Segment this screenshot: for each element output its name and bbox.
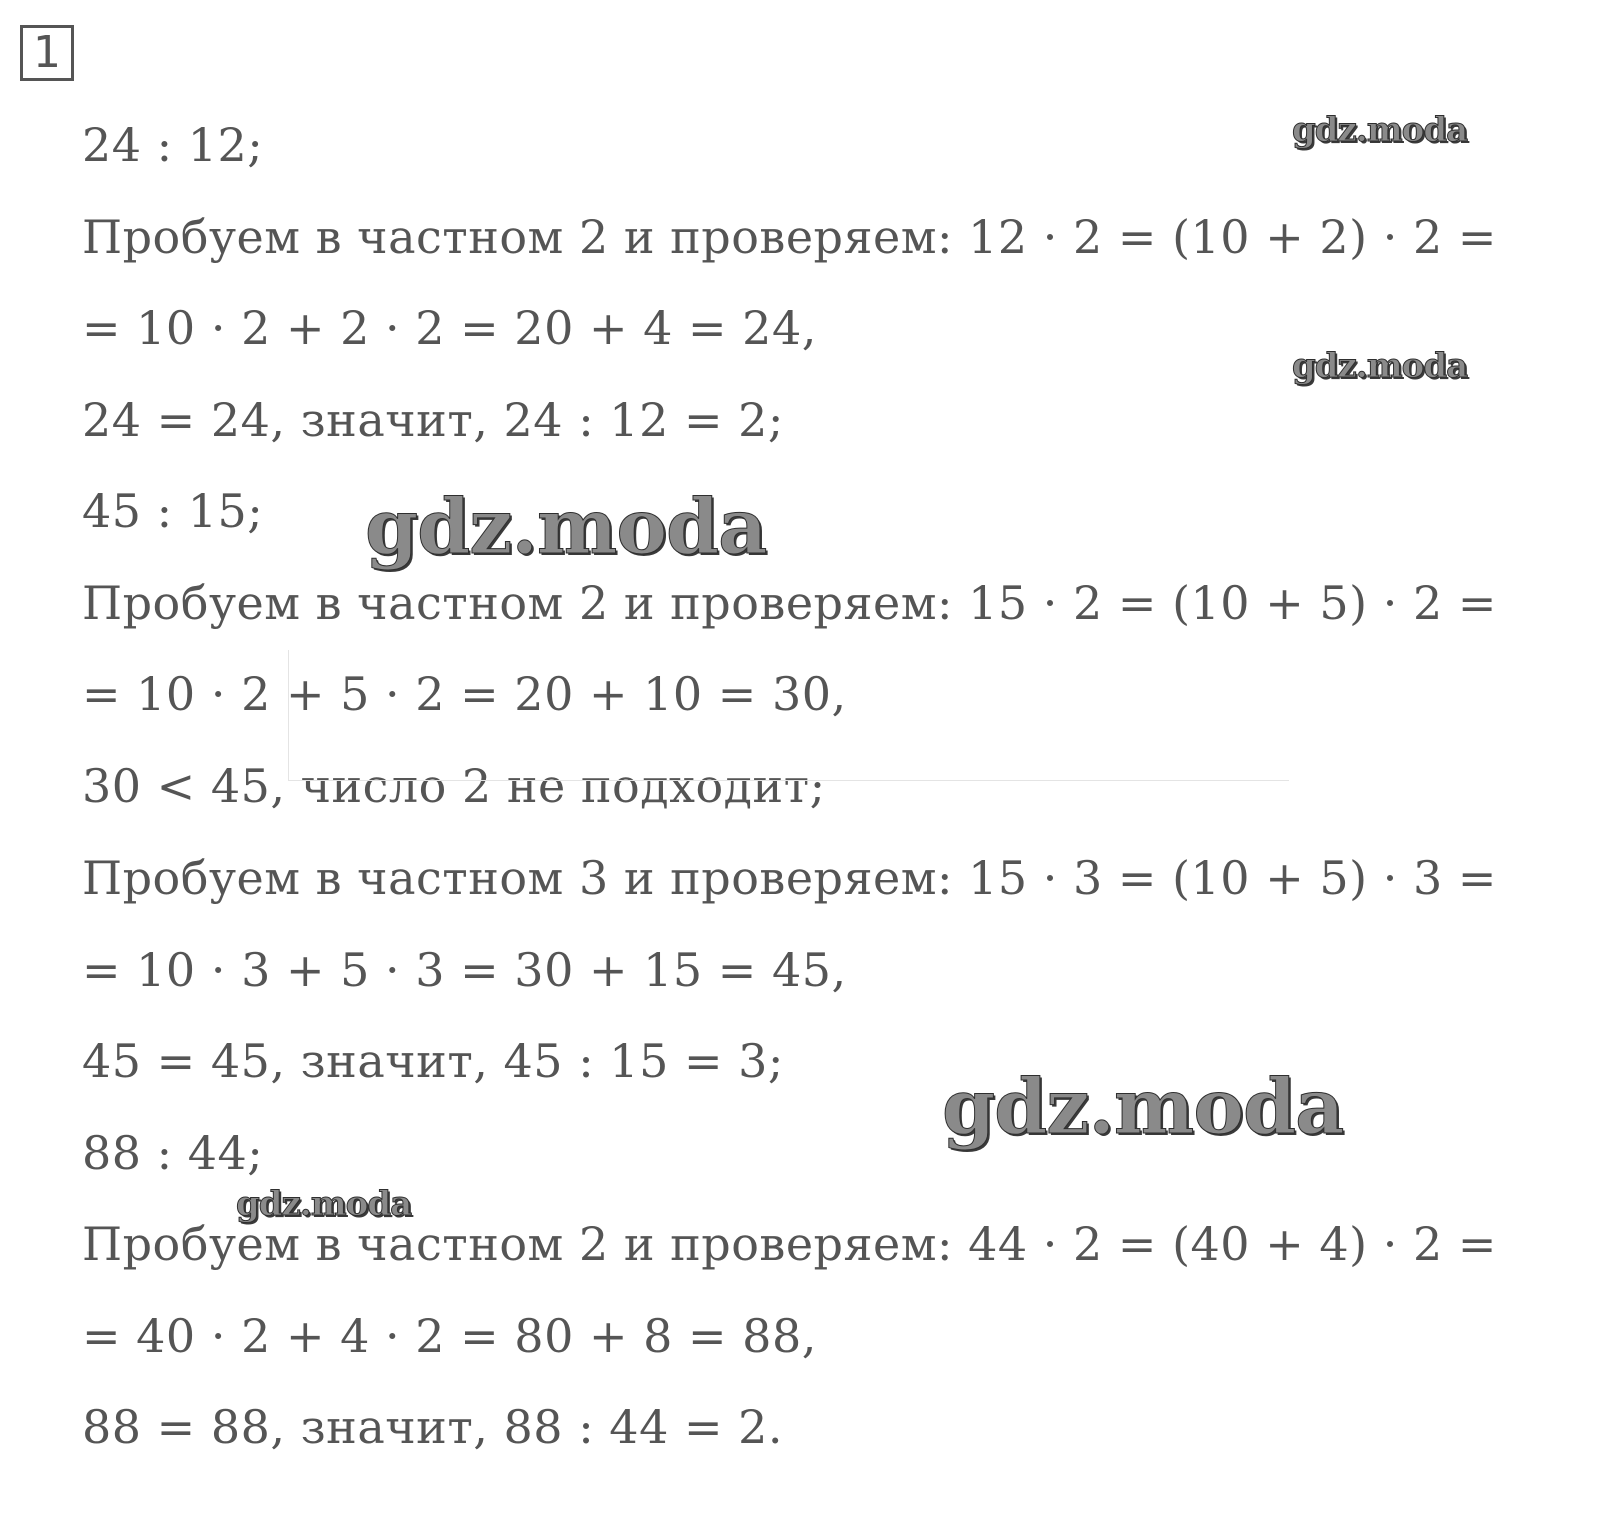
solution-line: 30 < 45, число 2 не подходит; xyxy=(82,759,826,813)
solution-line: Пробуем в частном 2 и проверяем: 44 · 2 = (40 + 4) · 2 = xyxy=(82,1217,1497,1271)
task-number-box xyxy=(20,25,74,81)
task-number: 1 xyxy=(33,27,61,78)
faint-background-frame xyxy=(288,650,1289,781)
watermark: gdz.moda xyxy=(1292,110,1468,150)
solution-line: 45 : 15; xyxy=(82,484,264,538)
solution-line: = 10 · 3 + 5 · 3 = 30 + 15 = 45, xyxy=(82,943,847,997)
watermark: gdz.moda xyxy=(942,1062,1344,1151)
solution-line: = 10 · 2 + 2 · 2 = 20 + 4 = 24, xyxy=(82,301,817,355)
solution-line: 88 : 44; xyxy=(82,1126,264,1180)
solution-line: 24 : 12; xyxy=(82,118,264,172)
solution-line: Пробуем в частном 3 и проверяем: 15 · 3 = (10 + 5) · 3 = xyxy=(82,851,1497,905)
solution-line: 45 = 45, значит, 45 : 15 = 3; xyxy=(82,1034,784,1088)
solution-line: 88 = 88, значит, 88 : 44 = 2. xyxy=(82,1400,784,1454)
solution-line: = 10 · 2 + 5 · 2 = 20 + 10 = 30, xyxy=(82,667,847,721)
solution-line: = 40 · 2 + 4 · 2 = 80 + 8 = 88, xyxy=(82,1309,817,1363)
watermark: gdz.moda xyxy=(1292,346,1468,386)
watermark: gdz.moda xyxy=(365,482,767,571)
solution-line: 24 = 24, значит, 24 : 12 = 2; xyxy=(82,393,784,447)
solution-line: Пробуем в частном 2 и проверяем: 15 · 2 = (10 + 5) · 2 = xyxy=(82,576,1497,630)
watermark: gdz.moda xyxy=(236,1184,412,1224)
solution-line: Пробуем в частном 2 и проверяем: 12 · 2 = (10 + 2) · 2 = xyxy=(82,210,1497,264)
